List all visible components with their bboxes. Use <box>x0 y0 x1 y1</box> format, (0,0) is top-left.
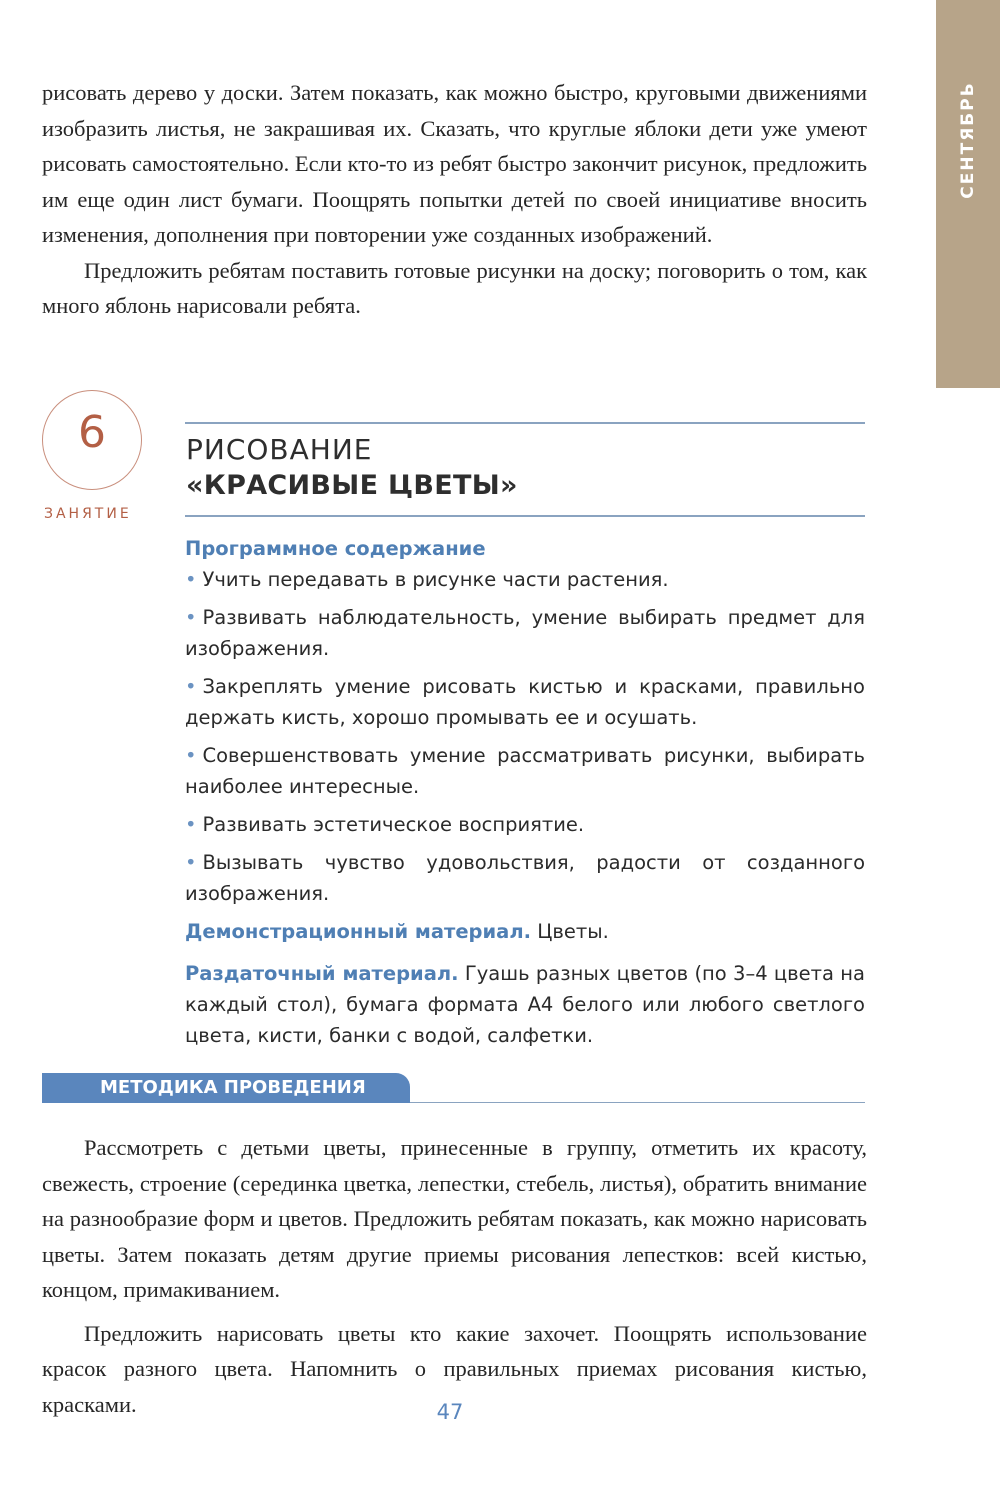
bullet-icon: • <box>185 813 197 836</box>
bullet-icon: • <box>185 744 197 767</box>
lesson-label: ЗАНЯТИЕ <box>44 506 132 522</box>
program-bullet: • Развивать эстетическое восприятие. <box>185 813 585 836</box>
lesson-number: 6 <box>78 407 106 458</box>
program-bullet: • Учить передавать в рисунке части растения. <box>185 568 669 591</box>
method-paragraph: Предложить нарисовать цветы кто какие захочет. Поощрять использование красок разного цвета. Напомнить о правильных приемах рисования кистью, красками. <box>42 1320 867 1417</box>
lesson-title-name: «КРАСИВЫЕ ЦВЕТЫ» <box>186 470 518 501</box>
bullet-icon: • <box>185 568 197 591</box>
intro-text <box>42 75 867 324</box>
program-bullet: • Развивать наблюдательность, умение выбирать предмет для изображения. <box>185 606 865 660</box>
page-number: 47 <box>436 1400 464 1424</box>
demo-material: Демонстрационный материал. Цветы. <box>185 920 609 943</box>
bullet-icon: • <box>185 675 197 698</box>
lesson-number-circle <box>42 390 142 490</box>
title-divider-top <box>185 422 865 424</box>
handout-material: Раздаточный материал. Гуашь разных цветов (по 3–4 цвета на каждый стол), бумага формата А4 белого или любого светлого цвета, кисти, банки с водой, салфетки. <box>185 962 865 1047</box>
method-heading: МЕТОДИКА ПРОВЕДЕНИЯ <box>100 1077 366 1098</box>
program-bullet: • Совершенствовать умение рассматривать рисунки, выбирать наиболее интересные. <box>185 744 865 798</box>
program-bullet: • Закреплять умение рисовать кистью и красками, правильно держать кисть, хорошо промывать ее и осушать. <box>185 675 865 729</box>
method-heading-bar <box>42 1073 410 1103</box>
bullet-icon: • <box>185 606 197 629</box>
method-paragraph: Рассмотреть с детьми цветы, принесенные в группу, отметить их красоту, свежесть, строение (серединка цветка, лепестки, стебель, листья), обратить внимание на разнообразие форм и цветов. Предложить ребятам показать, как можно нарисовать цветы. Затем показать детям другие приемы рисования лепестков: всей кистью, концом, примакиванием. <box>42 1135 867 1302</box>
bullet-icon: • <box>185 851 197 874</box>
program-bullet: • Вызывать чувство удовольствия, радости от созданного изображения. <box>185 851 865 905</box>
method-text <box>42 1130 867 1422</box>
method-divider <box>410 1102 865 1103</box>
title-divider-bottom <box>185 515 865 517</box>
lesson-title-subject: РИСОВАНИЕ <box>186 433 373 466</box>
month-side-tab-label: СЕНТЯБРЬ <box>958 81 978 199</box>
lesson-content <box>185 533 865 1062</box>
intro-paragraph: рисовать дерево у доски. Затем показать, как можно быстро, круговыми движениями изобразить листья, не закрашивая их. Сказать, что круглые яблоки дети уже умеют рисовать самостоятельно. Если кто-то из ребят быстро закончит рисунок, предложить им еще один лист бумаги. Поощрять попытки детей по своей инициативе вносить изменения, дополнения при повторении уже созданных изображений. <box>42 80 867 247</box>
intro-paragraph: Предложить ребятам поставить готовые рисунки на доску; поговорить о том, как много яблонь нарисовали ребята. <box>42 257 867 318</box>
program-heading: Программное содержание <box>185 537 486 560</box>
